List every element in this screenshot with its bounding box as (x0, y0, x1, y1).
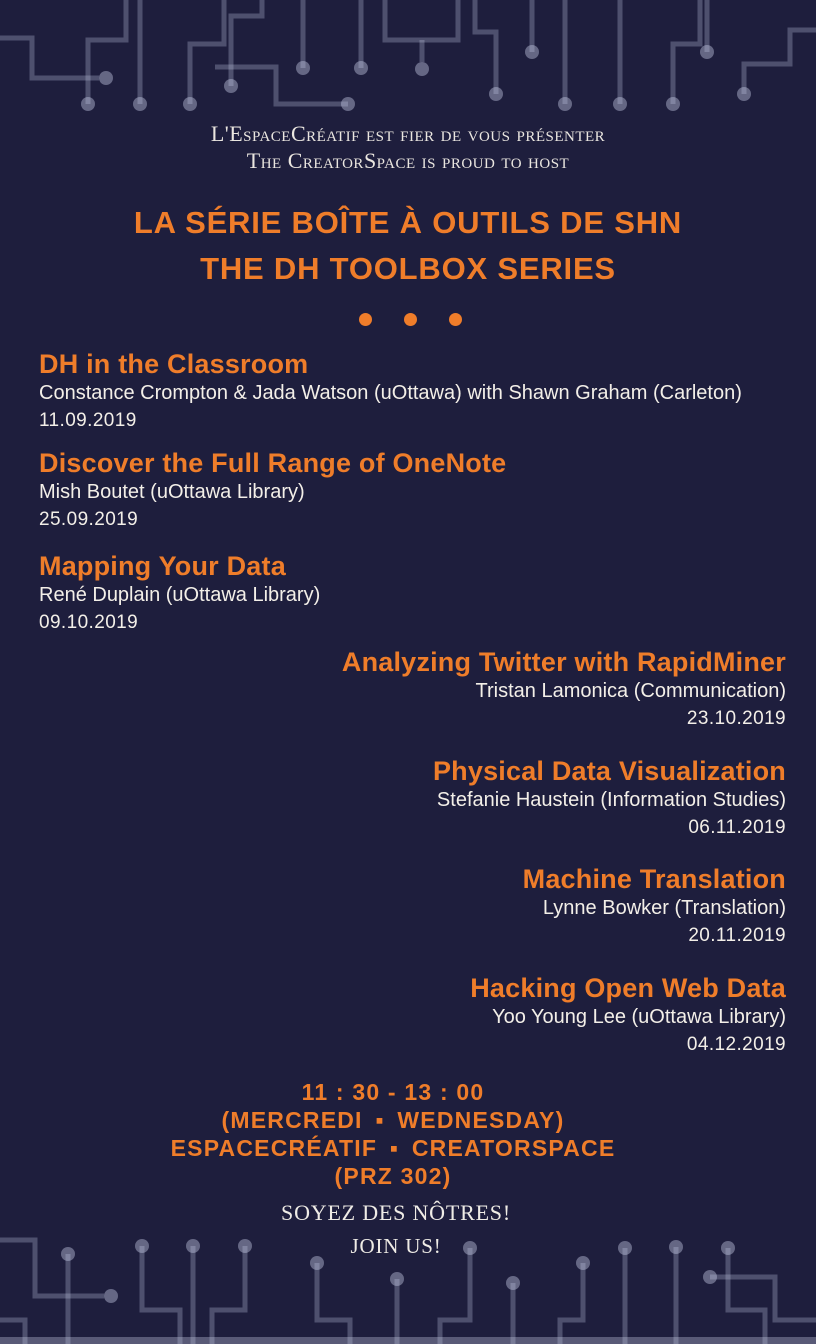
intro-line-fr: L'EspaceCréatif est fier de vous présenter (210, 121, 606, 146)
event-date: 09.10.2019 (39, 612, 139, 633)
circuit-pattern-top-icon (0, 0, 816, 140)
event-title: Discover the Full Range of OneNote (39, 448, 507, 478)
event-date: 20.11.2019 (688, 925, 786, 946)
event-date: 25.09.2019 (39, 509, 139, 530)
event-analyzing-twitter (342, 646, 786, 732)
event-presenter: Stefanie Haustein (Information Studies) (436, 789, 786, 811)
event-title: Machine Translation (522, 864, 786, 894)
dot-icon (404, 313, 417, 326)
event-machine-translation (523, 863, 786, 949)
event-hacking-open-web-data (470, 972, 786, 1058)
series-title-en: THE DH TOOLBOX SERIES (200, 251, 616, 286)
bottom-edge-strip (0, 1337, 816, 1344)
dot-icon (359, 313, 372, 326)
intro-lines (0, 120, 816, 174)
event-presenter: Lynne Bowker (Translation) (542, 897, 786, 919)
closing-line-en: JOIN US! (350, 1234, 442, 1258)
circuit-pattern-bottom-icon (0, 1210, 816, 1344)
circuit-nodes-top (81, 45, 751, 111)
event-date: 04.12.2019 (686, 1034, 786, 1055)
event-physical-data-visualization (433, 755, 786, 841)
intro-line-en: The CreatorSpace is proud to host (246, 148, 570, 173)
event-title: DH in the Classroom (39, 349, 309, 379)
event-presenter: Mish Boutet (uOttawa Library) (39, 481, 305, 503)
session-location: ESPACECRÉATIF ▪ CREATORSPACE (170, 1135, 616, 1161)
session-room: (PRZ 302) (334, 1163, 452, 1189)
session-details (0, 1078, 786, 1190)
event-title: Physical Data Visualization (432, 756, 786, 786)
circuit-traces-top (0, 0, 816, 104)
series-title-fr: LA SÉRIE BOÎTE À OUTILS DE SHN (133, 205, 683, 240)
event-title: Hacking Open Web Data (470, 973, 786, 1003)
event-title: Mapping Your Data (39, 551, 286, 581)
event-title: Analyzing Twitter with RapidMiner (341, 647, 786, 677)
event-presenter: Constance Crompton & Jada Watson (uOttawa) with Shawn Graham (Carleton) (39, 382, 742, 404)
event-mapping-your-data (39, 550, 320, 636)
session-time: 11 : 30 - 13 : 00 (301, 1079, 485, 1105)
dot-icon (449, 313, 462, 326)
event-date: 23.10.2019 (686, 708, 786, 729)
separator-dots (4, 311, 816, 329)
event-date: 11.09.2019 (39, 410, 137, 431)
closing-line-fr: SOYEZ DES NÔTRES! (281, 1200, 511, 1225)
event-date: 06.11.2019 (688, 817, 786, 838)
event-presenter: Tristan Lamonica (Communication) (475, 680, 786, 702)
event-discover-onenote (39, 447, 506, 533)
series-title (0, 200, 816, 292)
event-presenter: Yoo Young Lee (uOttawa Library) (492, 1006, 786, 1028)
event-presenter: René Duplain (uOttawa Library) (39, 584, 321, 606)
event-dh-in-the-classroom (39, 348, 742, 434)
session-day: (MERCREDI ▪ WEDNESDAY) (221, 1107, 565, 1133)
